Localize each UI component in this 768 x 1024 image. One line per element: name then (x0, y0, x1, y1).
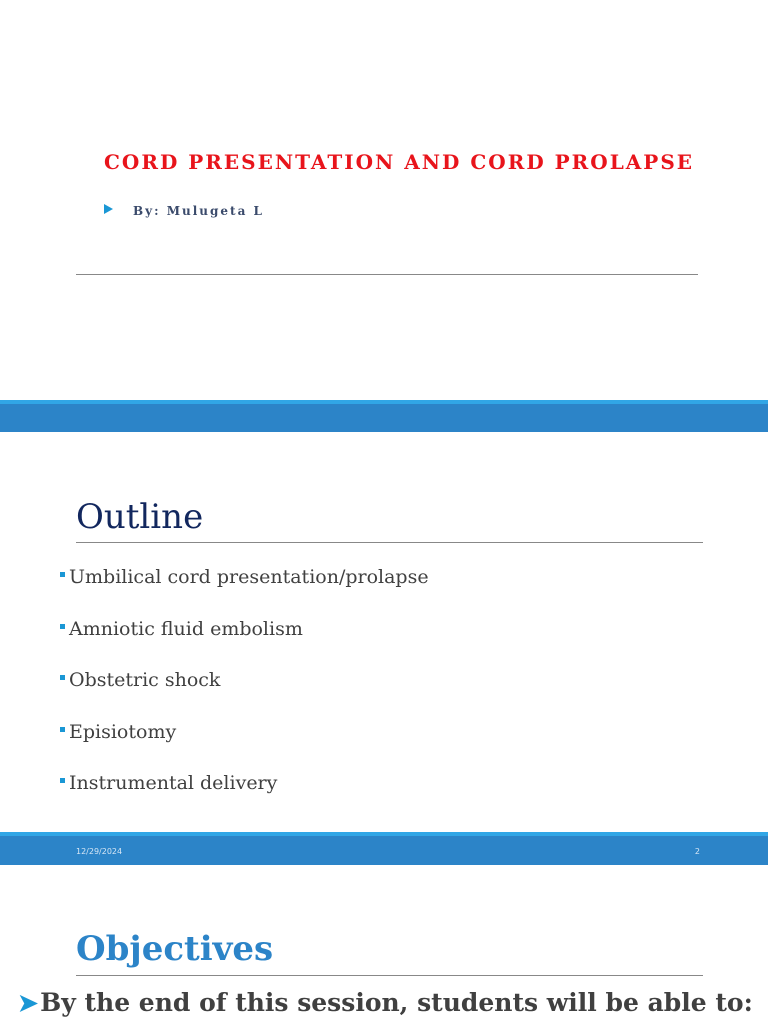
outline-title: Outline (76, 497, 204, 537)
objectives-divider (76, 975, 703, 976)
arrow-bullet-icon (104, 204, 113, 214)
list-item (60, 772, 429, 824)
author-text: By: Mulugeta L (133, 204, 264, 218)
arrow-bullet-icon: ➤ (18, 987, 39, 1017)
square-bullet-icon (60, 624, 65, 629)
square-bullet-icon (60, 727, 65, 732)
list-item (60, 721, 429, 773)
objectives-lead (18, 988, 753, 1017)
footer-date: 12/29/2024 (76, 847, 123, 856)
objectives-title: Objectives (76, 929, 274, 969)
square-bullet-icon (60, 572, 65, 577)
list-item-label: Umbilical cord presentation/prolapse (69, 566, 429, 588)
list-item-label: Instrumental delivery (69, 772, 278, 794)
list-item-label: Episiotomy (69, 720, 177, 743)
outline-divider (76, 542, 703, 543)
author-line (104, 204, 264, 218)
list-item-label: Obstetric shock (69, 669, 221, 691)
band-stripe (0, 832, 768, 836)
slide-1-title: CORD PRESENTATION AND CORD PROLAPSE (104, 150, 695, 174)
list-item-label: Amniotic fluid embolism (69, 617, 303, 640)
list-item (60, 566, 429, 618)
list-item (60, 669, 429, 721)
slide-separator-band (0, 400, 768, 432)
square-bullet-icon (60, 778, 65, 783)
title-divider (76, 274, 698, 275)
objectives-lead-text: By the end of this session, students will be able to: (40, 988, 753, 1017)
square-bullet-icon (60, 675, 65, 680)
band-stripe (0, 400, 768, 404)
list-item (60, 618, 429, 670)
outline-list (60, 566, 429, 824)
page-number: 2 (694, 847, 700, 856)
slide-1 (0, 0, 768, 400)
slide-footer-band (0, 832, 768, 865)
